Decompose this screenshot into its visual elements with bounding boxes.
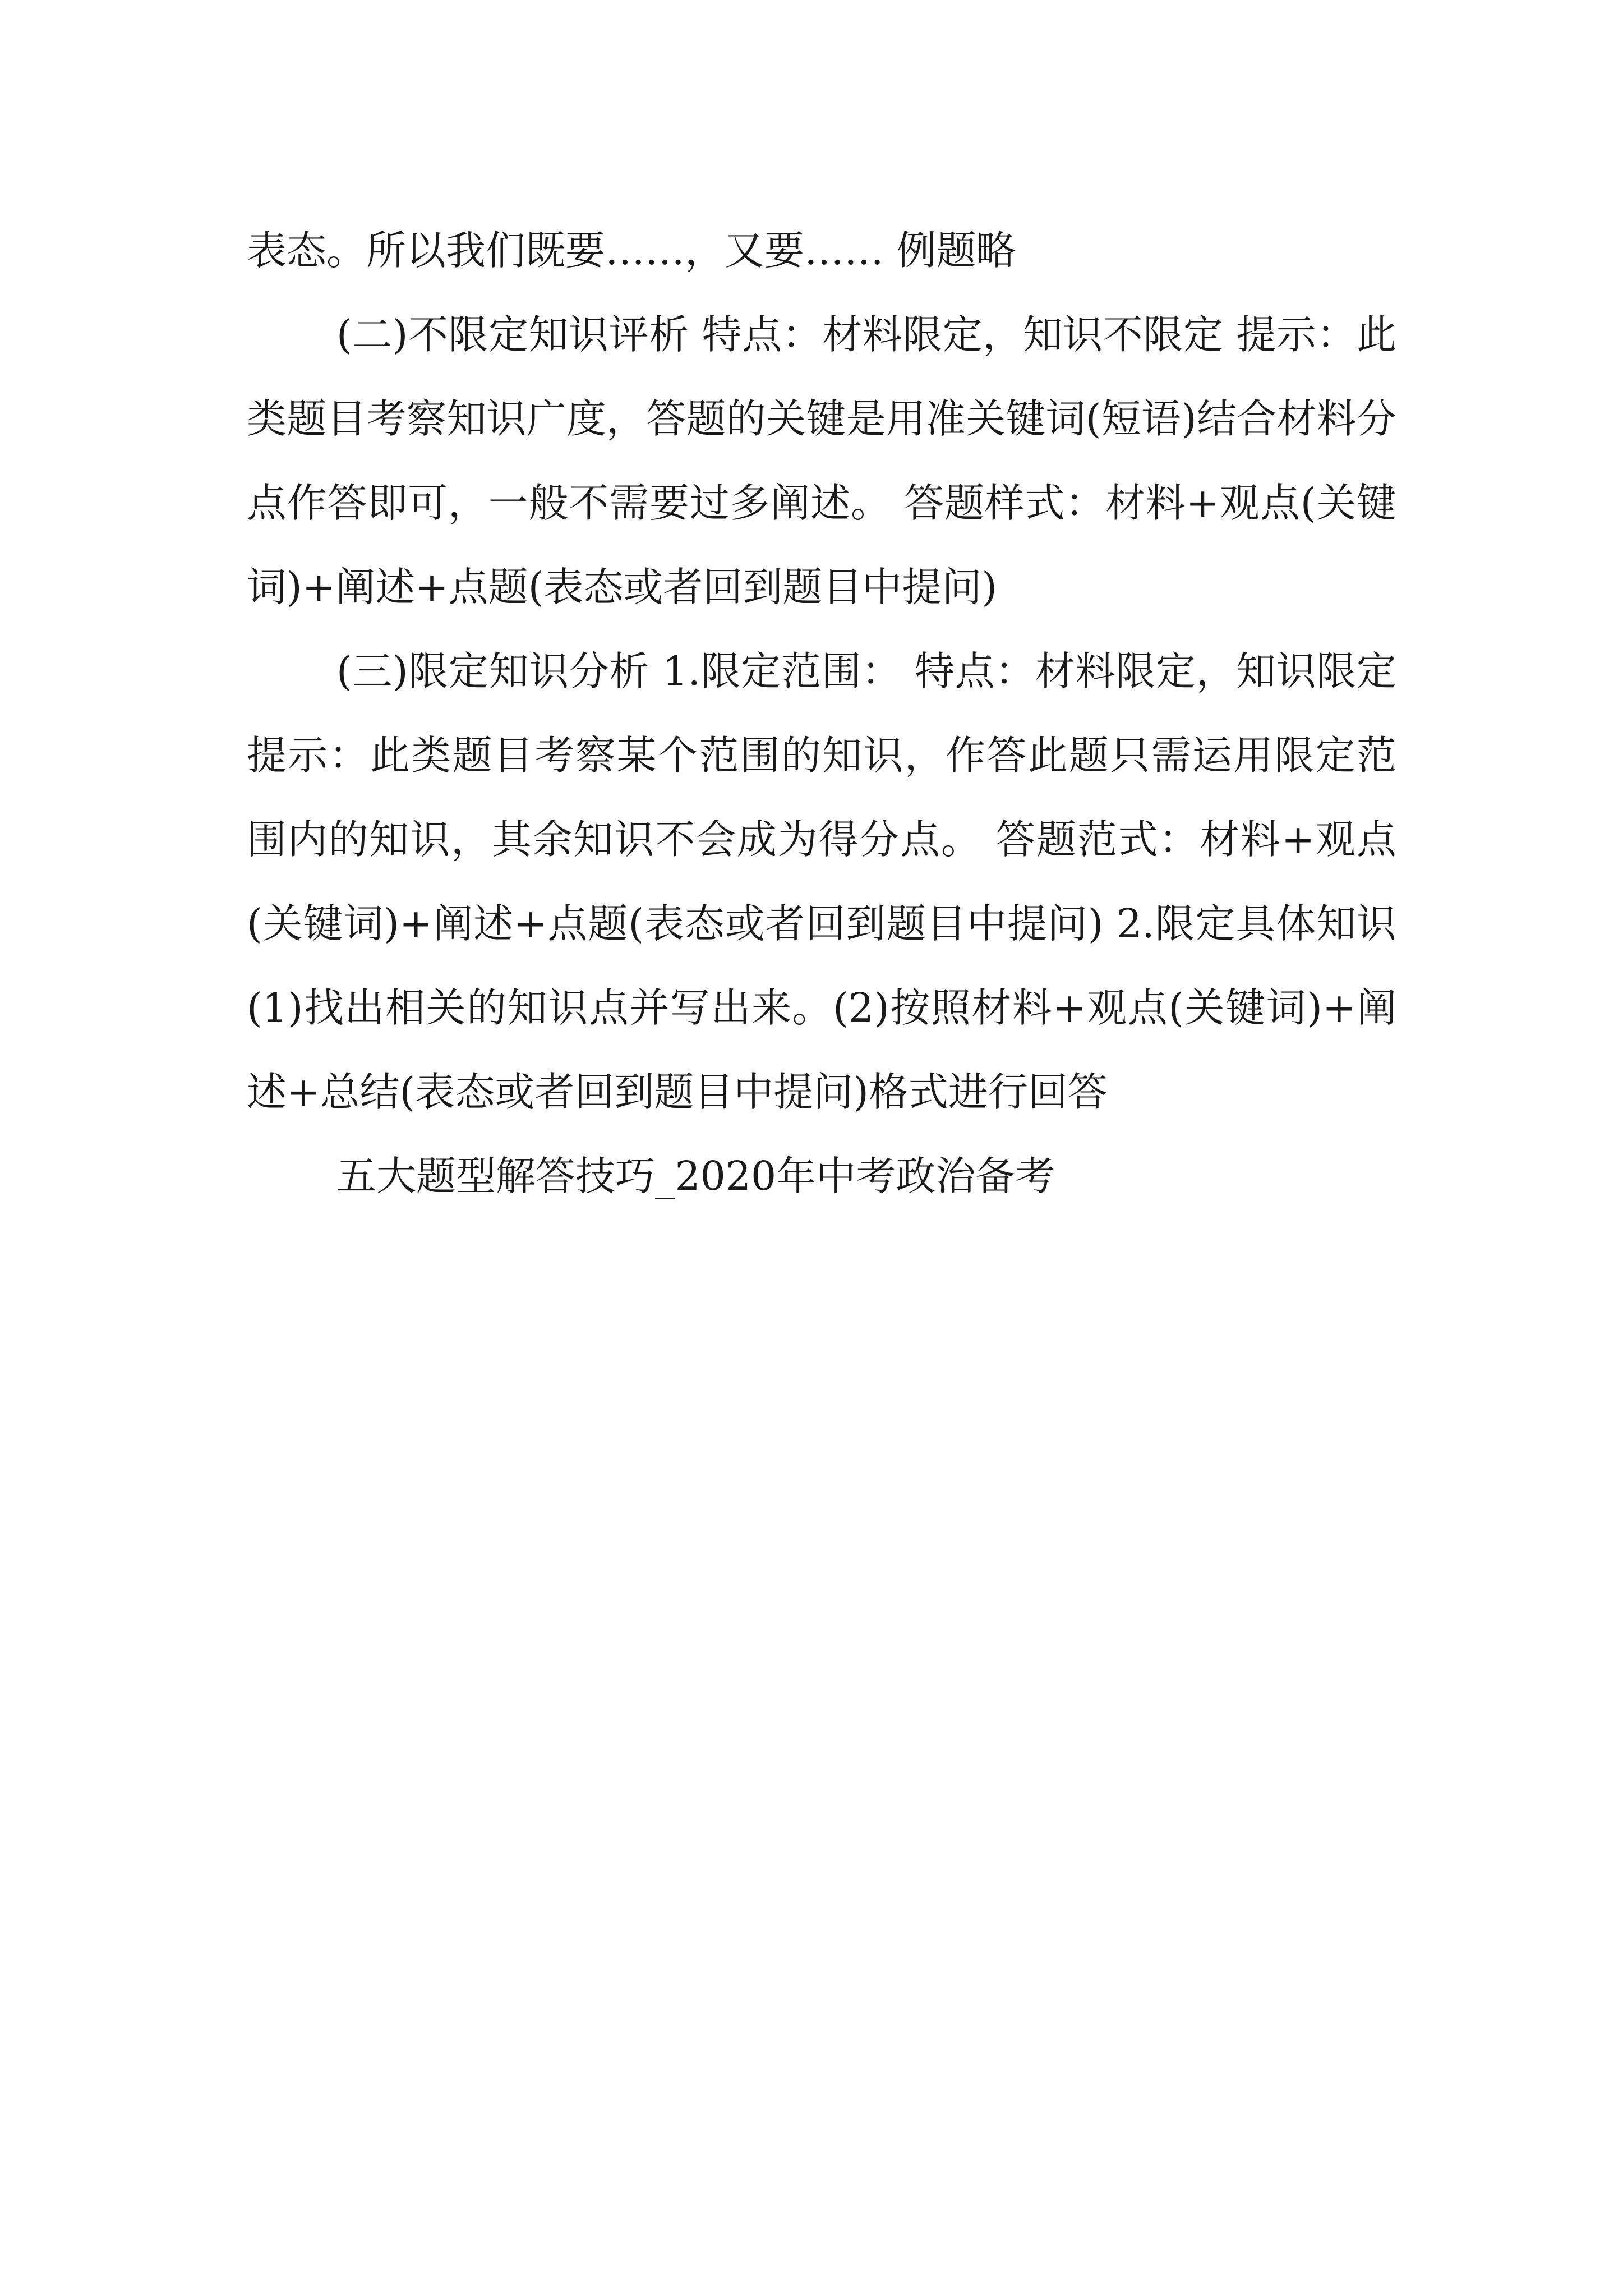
document-footer-title: 五大题型解答技巧_2020年中考政治备考 <box>336 1153 1055 1199</box>
paragraph-section-three: (三)限定知识分析 1.限定范围： 特点：材料限定，知识限定 提示：此类题目考察某个范围的知识，作答此题只需运用限定范围内的知识，其余知识不会成为得分点。 答题范式：材料+观点(关键词)+阐述+点题(表态或者回到题目中提问) 2.限定具体知识 (1)找出相关的知识点并写出来。(2)按照材料+观点(关键词)+阐述+总结(表态或者回到题目中提问)格式进行回答 <box>247 648 1396 1115</box>
document-body <box>247 209 1396 1218</box>
paragraph-continuation: 表态。所以我们既要……，又要…… 例题略 <box>247 227 1016 274</box>
paragraph-section-two: (二)不限定知识评析 特点：材料限定，知识不限定 提示：此类题目考察知识广度，答题的关键是用准关键词(短语)结合材料分点作答即可，一般不需要过多阐述。 答题样式：材料+观点(关键词)+阐述+点题(表态或者回到题目中提问) <box>247 311 1396 610</box>
